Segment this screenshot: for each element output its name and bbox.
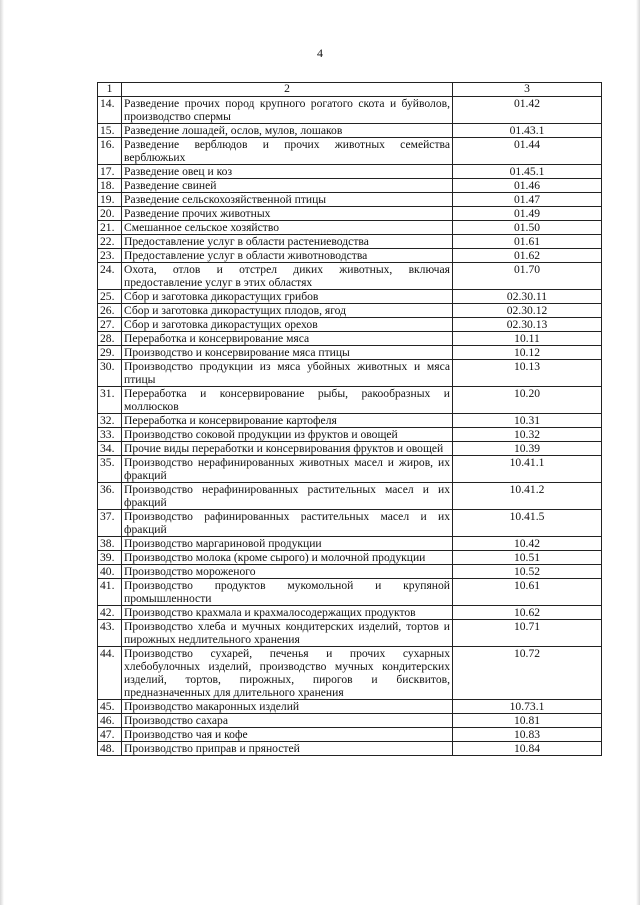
table-row bbox=[98, 193, 602, 207]
table-row bbox=[98, 304, 602, 318]
activity-name: Разведение прочих животных bbox=[122, 207, 453, 221]
activity-code: 02.30.12 bbox=[453, 304, 602, 318]
activity-code: 10.51 bbox=[453, 551, 602, 565]
table-row bbox=[98, 728, 602, 742]
row-number: 43. bbox=[98, 620, 122, 647]
activity-code: 10.20 bbox=[453, 387, 602, 414]
scan-edge-left bbox=[0, 0, 4, 905]
table-row bbox=[98, 97, 602, 124]
activity-code: 01.70 bbox=[453, 263, 602, 290]
activity-name: Производство продукции из мяса убойных животных и мяса птицы bbox=[122, 360, 453, 387]
activity-name: Производство нерафинированных животных масел и жиров, их фракций bbox=[122, 456, 453, 483]
activity-code: 10.41.2 bbox=[453, 483, 602, 510]
activity-code: 10.62 bbox=[453, 606, 602, 620]
activity-code: 10.13 bbox=[453, 360, 602, 387]
table-row bbox=[98, 360, 602, 387]
activity-name: Производство хлеба и мучных кондитерских изделий, тортов и пирожных недлительного хранения bbox=[122, 620, 453, 647]
page-number: 4 bbox=[317, 46, 323, 60]
activity-name: Сбор и заготовка дикорастущих плодов, ягод bbox=[122, 304, 453, 318]
activity-name: Производство молока (кроме сырого) и молочной продукции bbox=[122, 551, 453, 565]
row-number: 22. bbox=[98, 235, 122, 249]
activity-codes-table bbox=[97, 82, 602, 756]
row-number: 34. bbox=[98, 442, 122, 456]
row-number: 40. bbox=[98, 565, 122, 579]
table-row bbox=[98, 124, 602, 138]
row-number: 36. bbox=[98, 483, 122, 510]
row-number: 32. bbox=[98, 414, 122, 428]
table-row bbox=[98, 551, 602, 565]
activity-name: Прочие виды переработки и консервирования фруктов и овощей bbox=[122, 442, 453, 456]
header-col-2: 2 bbox=[122, 83, 453, 97]
activity-code: 10.11 bbox=[453, 332, 602, 346]
table-row bbox=[98, 414, 602, 428]
activity-name: Производство соковой продукции из фруктов и овощей bbox=[122, 428, 453, 442]
table-row bbox=[98, 165, 602, 179]
activity-code: 10.31 bbox=[453, 414, 602, 428]
table-row bbox=[98, 606, 602, 620]
activity-name: Производство макаронных изделий bbox=[122, 700, 453, 714]
row-number: 45. bbox=[98, 700, 122, 714]
row-number: 21. bbox=[98, 221, 122, 235]
activity-name: Производство сухарей, печенья и прочих сухарных хлебобулочных изделий, производство мучных кондитерских изделий, тортов, пирожных, пирогов и бисквитов, предназначенных для длительного хранения bbox=[122, 647, 453, 700]
activity-name: Производство крахмала и крахмалосодержащих продуктов bbox=[122, 606, 453, 620]
row-number: 31. bbox=[98, 387, 122, 414]
activity-name: Сбор и заготовка дикорастущих орехов bbox=[122, 318, 453, 332]
activity-name: Производство приправ и пряностей bbox=[122, 742, 453, 756]
table-row bbox=[98, 565, 602, 579]
row-number: 38. bbox=[98, 537, 122, 551]
row-number: 48. bbox=[98, 742, 122, 756]
table-row bbox=[98, 207, 602, 221]
activity-code: 10.71 bbox=[453, 620, 602, 647]
activity-name: Разведение свиней bbox=[122, 179, 453, 193]
row-number: 23. bbox=[98, 249, 122, 263]
table-row bbox=[98, 579, 602, 606]
activity-code: 01.45.1 bbox=[453, 165, 602, 179]
row-number: 17. bbox=[98, 165, 122, 179]
row-number: 15. bbox=[98, 124, 122, 138]
activity-name: Переработка и консервирование картофеля bbox=[122, 414, 453, 428]
activity-name: Переработка и консервирование рыбы, ракообразных и моллюсков bbox=[122, 387, 453, 414]
scan-edge-right bbox=[636, 0, 640, 905]
activity-name: Сбор и заготовка дикорастущих грибов bbox=[122, 290, 453, 304]
row-number: 18. bbox=[98, 179, 122, 193]
activity-code: 01.47 bbox=[453, 193, 602, 207]
activity-code: 01.44 bbox=[453, 138, 602, 165]
activity-name: Производство и консервирование мяса птицы bbox=[122, 346, 453, 360]
table-row bbox=[98, 290, 602, 304]
activity-name: Разведение сельскохозяйственной птицы bbox=[122, 193, 453, 207]
table-row bbox=[98, 620, 602, 647]
table-row bbox=[98, 483, 602, 510]
activity-name: Предоставление услуг в области животноводства bbox=[122, 249, 453, 263]
table-body bbox=[98, 97, 602, 756]
table-row bbox=[98, 700, 602, 714]
activity-name: Разведение овец и коз bbox=[122, 165, 453, 179]
table-row bbox=[98, 346, 602, 360]
activity-code: 10.61 bbox=[453, 579, 602, 606]
table-row bbox=[98, 318, 602, 332]
table-row bbox=[98, 263, 602, 290]
table-row bbox=[98, 647, 602, 700]
row-number: 35. bbox=[98, 456, 122, 483]
table-row bbox=[98, 332, 602, 346]
row-number: 46. bbox=[98, 714, 122, 728]
table-row bbox=[98, 742, 602, 756]
row-number: 28. bbox=[98, 332, 122, 346]
table-row bbox=[98, 537, 602, 551]
activity-code: 10.41.5 bbox=[453, 510, 602, 537]
activity-code: 10.32 bbox=[453, 428, 602, 442]
activity-name: Производство продуктов мукомольной и крупяной промышленности bbox=[122, 579, 453, 606]
row-number: 25. bbox=[98, 290, 122, 304]
activity-code: 10.52 bbox=[453, 565, 602, 579]
activity-code: 10.73.1 bbox=[453, 700, 602, 714]
row-number: 33. bbox=[98, 428, 122, 442]
activity-name: Предоставление услуг в области растениеводства bbox=[122, 235, 453, 249]
activity-name: Разведение верблюдов и прочих животных семейства верблюжьих bbox=[122, 138, 453, 165]
activity-name: Производство нерафинированных растительных масел и их фракций bbox=[122, 483, 453, 510]
activity-code: 10.84 bbox=[453, 742, 602, 756]
table-row bbox=[98, 179, 602, 193]
table-row bbox=[98, 456, 602, 483]
activity-code: 01.42 bbox=[453, 97, 602, 124]
row-number: 19. bbox=[98, 193, 122, 207]
table-row bbox=[98, 249, 602, 263]
row-number: 30. bbox=[98, 360, 122, 387]
activity-code: 01.62 bbox=[453, 249, 602, 263]
activity-name: Производство чая и кофе bbox=[122, 728, 453, 742]
row-number: 37. bbox=[98, 510, 122, 537]
activity-name: Производство рафинированных растительных масел и их фракций bbox=[122, 510, 453, 537]
activity-code: 01.50 bbox=[453, 221, 602, 235]
activity-code: 02.30.11 bbox=[453, 290, 602, 304]
table-header-row bbox=[98, 83, 602, 97]
table-row bbox=[98, 714, 602, 728]
activity-name: Разведение лошадей, ослов, мулов, лошаков bbox=[122, 124, 453, 138]
row-number: 44. bbox=[98, 647, 122, 700]
activity-name: Производство маргариновой продукции bbox=[122, 537, 453, 551]
table-row bbox=[98, 138, 602, 165]
activity-code: 10.83 bbox=[453, 728, 602, 742]
activity-code: 10.81 bbox=[453, 714, 602, 728]
header-col-1: 1 bbox=[98, 83, 122, 97]
row-number: 14. bbox=[98, 97, 122, 124]
row-number: 27. bbox=[98, 318, 122, 332]
activity-name: Смешанное сельское хозяйство bbox=[122, 221, 453, 235]
table-row bbox=[98, 235, 602, 249]
activity-code: 10.12 bbox=[453, 346, 602, 360]
row-number: 20. bbox=[98, 207, 122, 221]
activity-code: 01.49 bbox=[453, 207, 602, 221]
row-number: 41. bbox=[98, 579, 122, 606]
row-number: 26. bbox=[98, 304, 122, 318]
activity-code: 01.46 bbox=[453, 179, 602, 193]
activity-code: 10.42 bbox=[453, 537, 602, 551]
activity-name: Производство мороженого bbox=[122, 565, 453, 579]
activity-code: 02.30.13 bbox=[453, 318, 602, 332]
activity-code: 10.39 bbox=[453, 442, 602, 456]
activity-code: 10.72 bbox=[453, 647, 602, 700]
table-row bbox=[98, 442, 602, 456]
row-number: 29. bbox=[98, 346, 122, 360]
row-number: 16. bbox=[98, 138, 122, 165]
row-number: 24. bbox=[98, 263, 122, 290]
activity-name: Производство сахара bbox=[122, 714, 453, 728]
row-number: 42. bbox=[98, 606, 122, 620]
activity-name: Разведение прочих пород крупного рогатого скота и буйволов, производство спермы bbox=[122, 97, 453, 124]
table-row bbox=[98, 387, 602, 414]
activity-code: 10.41.1 bbox=[453, 456, 602, 483]
activity-code: 01.43.1 bbox=[453, 124, 602, 138]
activity-name: Переработка и консервирование мяса bbox=[122, 332, 453, 346]
table-row bbox=[98, 221, 602, 235]
table-row bbox=[98, 428, 602, 442]
activity-name: Охота, отлов и отстрел диких животных, включая предоставление услуг в этих областях bbox=[122, 263, 453, 290]
activity-code: 01.61 bbox=[453, 235, 602, 249]
row-number: 39. bbox=[98, 551, 122, 565]
row-number: 47. bbox=[98, 728, 122, 742]
table-row bbox=[98, 510, 602, 537]
header-col-3: 3 bbox=[453, 83, 602, 97]
